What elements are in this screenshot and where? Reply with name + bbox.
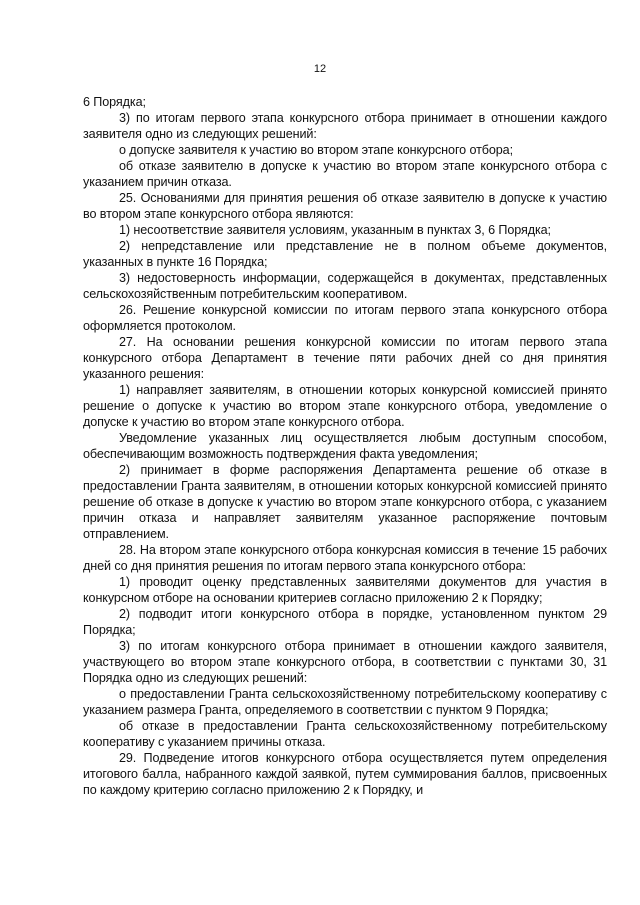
paragraph: 1) несоответствие заявителя условиям, указанным в пунктах 3, 6 Порядка; (119, 223, 551, 237)
page-number: 12 (313, 63, 327, 75)
paragraph: 3) по итогам конкурсного отбора принимает в отношении каждого заявителя, участвующего во втором этапе конкурсного отбора, в соответствии с пунктами 30, 31 Порядка одно из следующих решений: (83, 639, 607, 685)
paragraph: о предоставлении Гранта сельскохозяйственному потребительскому кооперативу с указанием размера Гранта, определяемого в соответствии с пунктом 9 Порядка; (83, 687, 607, 717)
paragraph: 6 Порядка; (83, 95, 146, 109)
paragraph: 1) проводит оценку представленных заявителями документов для участия в конкурсном отборе на основании критериев согласно приложению 2 к Порядку; (83, 575, 607, 605)
paragraph: 3) недостоверность информации, содержащейся в документах, представленных сельскохозяйственным потребительским кооперативом. (83, 271, 607, 301)
paragraph: о допуске заявителя к участию во втором этапе конкурсного отбора; (119, 143, 513, 157)
paragraph: об отказе в предоставлении Гранта сельскохозяйственному потребительскому кооперативу с указанием причины отказа. (83, 719, 607, 749)
paragraph: 2) подводит итоги конкурсного отбора в порядке, установленном пунктом 29 Порядка; (83, 607, 607, 637)
paragraph: 29. Подведение итогов конкурсного отбора осуществляется путем определения итогового балла, набранного каждой заявкой, путем суммирования баллов, присвоенных по каждому критерию согласно приложению 2 к Порядку, и (83, 751, 607, 797)
paragraph: об отказе заявителю в допуске к участию во втором этапе конкурсного отбора с указанием причин отказа. (83, 159, 607, 189)
paragraph: 1) направляет заявителям, в отношении которых конкурсной комиссией принято решение о допуске к участию во втором этапе конкурсного отбора, уведомление о допуске к участию во втором этапе конкурсного отбора. (83, 383, 607, 429)
paragraph: 28. На втором этапе конкурсного отбора конкурсная комиссия в течение 15 рабочих дней со дня принятия решения по итогам первого этапа конкурсного отбора: (83, 543, 607, 573)
paragraph: 25. Основаниями для принятия решения об отказе заявителю в допуске к участию во втором этапе конкурсного отбора являются: (83, 191, 607, 221)
paragraph: 26. Решение конкурсной комиссии по итогам первого этапа конкурсного отбора оформляется протоколом. (83, 303, 607, 333)
paragraph: 2) непредставление или представление не в полном объеме документов, указанных в пункте 16 Порядка; (83, 239, 607, 269)
paragraph: Уведомление указанных лиц осуществляется любым доступным способом, обеспечивающим возможность подтверждения факта уведомления; (83, 431, 607, 461)
paragraph: 3) по итогам первого этапа конкурсного отбора принимает в отношении каждого заявителя одно из следующих решений: (83, 111, 607, 141)
paragraph: 27. На основании решения конкурсной комиссии по итогам первого этапа конкурсного отбора Департамент в течение пяти рабочих дней со дня принятия указанного решения: (83, 335, 607, 381)
document-body (83, 94, 607, 798)
paragraph: 2) принимает в форме распоряжения Департамента решение об отказе в предоставлении Гранта заявителям, в отношении которых конкурсной комиссией принято решение об отказе в допуске к участию во втором этапе конкурсного отбора, с указанием причин отказа и направляет заявителям указанное распоряжение почтовым отправлением. (83, 463, 607, 541)
